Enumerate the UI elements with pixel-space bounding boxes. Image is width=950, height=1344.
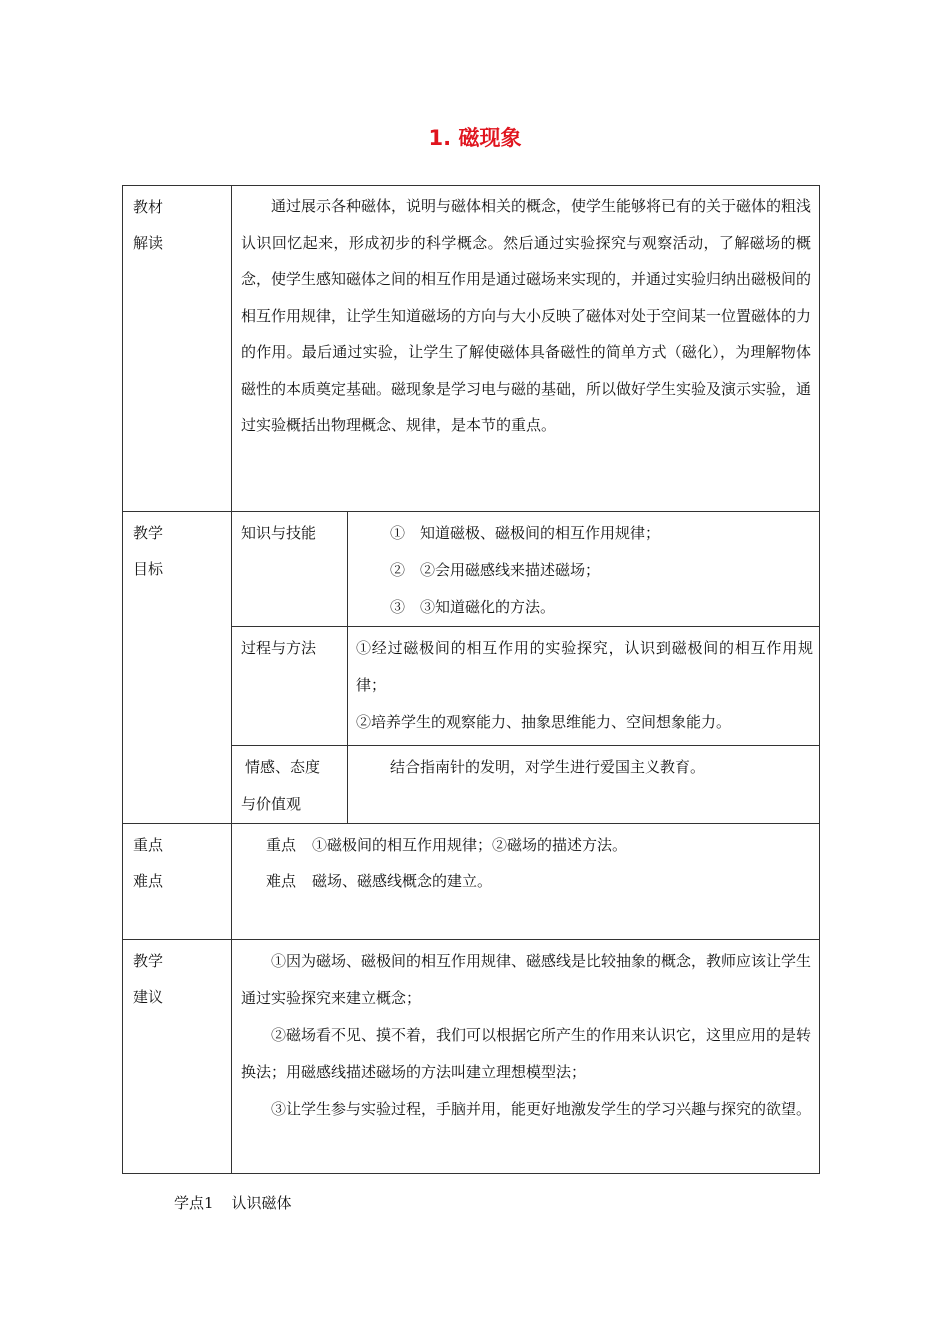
key-point-line: [266, 827, 811, 863]
emotion-text: 结合指南针的发明，对学生进行爱国主义教育。: [390, 758, 706, 776]
label-line: 重点: [133, 836, 164, 854]
suggestion-item: ②磁场看不见、摸不着，我们可以根据它所产生的作用来认识它，这里应用的是转换法；用磁感线描述磁场的方法叫建立理想模型法；: [241, 1026, 812, 1081]
suggestion-item: ①因为磁场、磁极间的相互作用规律、磁感线是比较抽象的概念，教师应该让学生通过实验探究来建立概念；: [241, 952, 812, 1007]
label-line: 目标: [133, 560, 164, 578]
jiaocai-content: [232, 186, 820, 512]
knowledge-item: ② ②会用磁感线来描述磁场；: [390, 561, 601, 579]
label-line: 解读: [133, 234, 164, 252]
process-label-cell: [232, 627, 348, 746]
section-number: 学点1: [174, 1194, 214, 1212]
label-line: 教学: [133, 952, 164, 970]
row-label-jianyi: [123, 940, 232, 1174]
emotion-content: [348, 746, 820, 824]
row-knowledge: [123, 512, 820, 627]
process-item: ①经过磁极间的相互作用的实验探究，认识到磁极间的相互作用规律；: [356, 639, 813, 694]
row-label-zhongnan: [123, 824, 232, 940]
page-title: 1. 磁现象: [428, 126, 522, 150]
knowledge-label-cell: [232, 512, 348, 627]
knowledge-label: 知识与技能: [241, 524, 317, 542]
section-title: 认识磁体: [231, 1194, 292, 1212]
key-point-label: 重点: [266, 836, 297, 854]
row-jianyi: [123, 940, 820, 1174]
knowledge-content: [348, 512, 820, 627]
knowledge-item: ③ ③知道磁化的方法。: [390, 598, 556, 616]
label-line: 难点: [133, 872, 164, 890]
key-point-text: ①磁极间的相互作用规律；②磁场的描述方法。: [312, 836, 628, 854]
row-label-jiaocai: [123, 186, 232, 512]
emotion-label-line: 情感、态度: [245, 758, 321, 776]
section-heading: [174, 1192, 310, 1213]
process-content: [348, 627, 820, 746]
knowledge-item: ① 知道磁极、磁极间的相互作用规律；: [390, 524, 661, 542]
process-item: ②培养学生的观察能力、抽象思维能力、空间想象能力。: [356, 713, 732, 731]
label-line: 教学: [133, 524, 164, 542]
process-label: 过程与方法: [241, 639, 317, 657]
emotion-label-line: 与价值观: [241, 795, 302, 813]
hard-point-label: 难点: [266, 872, 297, 890]
label-line: 教材: [133, 198, 164, 216]
hard-point-text: 磁场、磁感线概念的建立。: [312, 872, 493, 890]
row-jiaocai: [123, 186, 820, 512]
emotion-label-cell: [232, 746, 348, 824]
jianyi-content: [232, 940, 820, 1174]
lesson-plan-table: [122, 185, 820, 1174]
suggestion-item: ③让学生参与实验过程，手脑并用，能更好地激发学生的学习兴趣与探究的欲望。: [271, 1100, 812, 1118]
zhongnan-content: [232, 824, 820, 940]
row-label-mubiao: [123, 512, 232, 824]
row-zhongnan: [123, 824, 820, 940]
hard-point-line: [266, 863, 811, 899]
jiaocai-text: 通过展示各种磁体，说明与磁体相关的概念，使学生能够将已有的关于磁体的粗浅认识回忆起来，形成初步的科学概念。然后通过实验探究与观察活动，了解磁场的概念，使学生感知磁体之间的相互作用是通过磁场来实现的，并通过实验归纳出磁极间的相互作用规律，让学生知道磁场的方向与大小反映了磁体对处于空间某一位置磁体的力的作用。最后通过实验，让学生了解使磁体具备磁性的简单方式（磁化），为理解物体磁性的本质奠定基础。磁现象是学习电与磁的基础，所以做好学生实验及演示实验，通过实验概括出物理概念、规律，是本节的重点。: [241, 197, 812, 434]
label-line: 建议: [133, 988, 164, 1006]
